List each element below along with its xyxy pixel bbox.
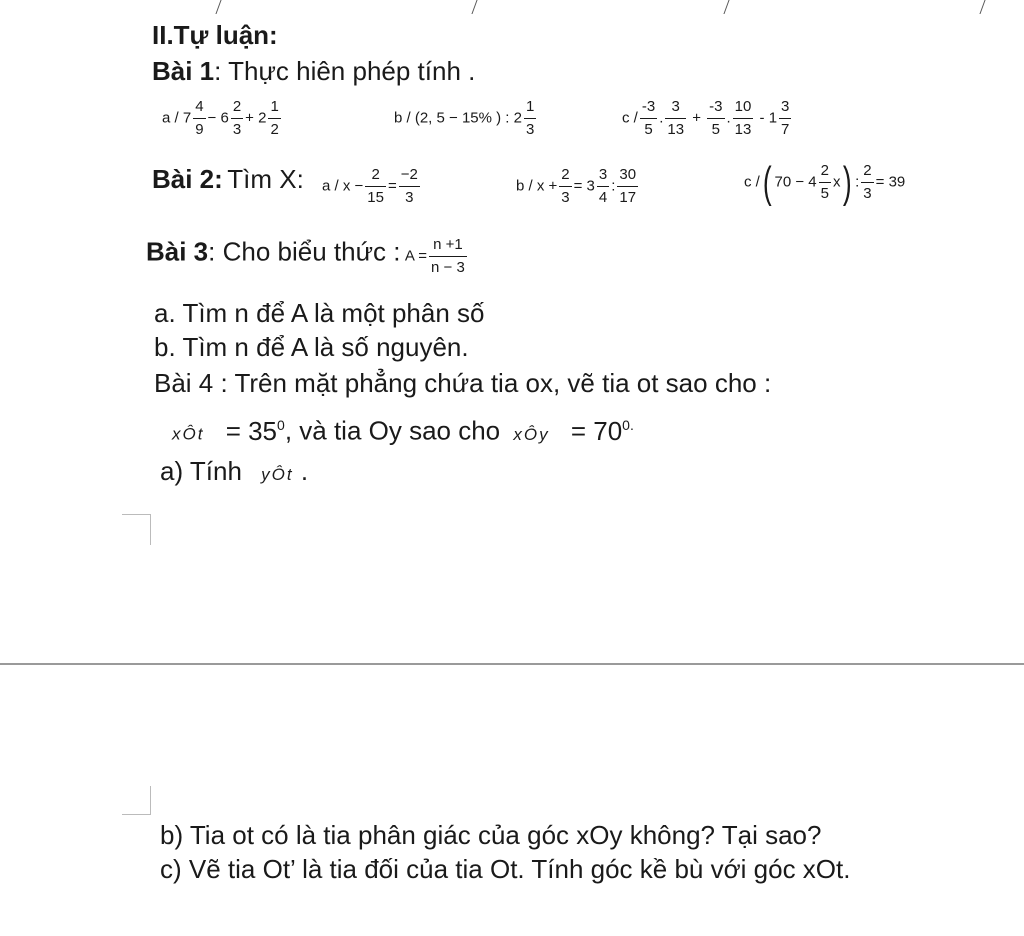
expr-text: - 1: [759, 109, 778, 127]
page-tick-mark: [215, 0, 221, 14]
denominator: 17: [617, 186, 638, 209]
numerator: 1: [525, 98, 535, 115]
exercise-2-part-a: [322, 164, 422, 209]
expr-text: A =: [404, 247, 428, 265]
numerator: n +1: [433, 236, 463, 253]
exercise-4-part-b: b) Tia ot có là tia phân giác của góc xOy không? Tại sao?: [160, 820, 822, 850]
numerator: 2: [820, 162, 829, 179]
page-tick-mark: [979, 0, 985, 14]
denominator: 3: [861, 182, 873, 205]
expr-text: +: [692, 109, 701, 127]
angle-yot: yÔt: [261, 465, 294, 484]
exercise-2-label: Bài 2:: [152, 164, 223, 194]
numerator: 2: [232, 98, 242, 115]
denominator: 4: [597, 186, 609, 209]
exercise-4-conditions: [172, 410, 634, 450]
expr-text: :: [855, 173, 860, 191]
exercise-2: [152, 164, 304, 194]
expr-text: .: [300, 456, 309, 486]
exercise-2-part-c: [744, 157, 906, 207]
numerator: -3: [641, 98, 656, 115]
numerator: 4: [195, 98, 204, 115]
numerator: 1: [270, 98, 279, 115]
expr-text: .: [659, 109, 664, 127]
denominator: 9: [193, 118, 205, 141]
expr-text: a / x −: [322, 177, 364, 195]
numerator: 3: [671, 98, 680, 115]
denominator: 15: [365, 186, 386, 209]
exercise-1-title: [152, 56, 475, 86]
expr-text: b / (2, 5 − 15% ) : 2: [394, 109, 522, 127]
numerator: −2: [400, 166, 418, 183]
exercise-1-part-b: [394, 96, 538, 141]
denominator: 13: [733, 118, 754, 141]
expr-text: 70 − 4: [774, 173, 817, 191]
corner-mark: [122, 786, 151, 815]
paren: (: [762, 157, 772, 207]
numerator: 2: [371, 166, 380, 183]
degree: 0.: [622, 417, 634, 433]
numerator: 10: [734, 98, 752, 115]
expr-text: = 39: [875, 173, 906, 191]
expr-text: = 70: [570, 415, 623, 446]
numerator: 2: [561, 166, 570, 183]
numerator: 30: [619, 166, 637, 183]
expr-text: a / 7: [162, 109, 192, 127]
numerator: 3: [781, 98, 790, 115]
denominator: n − 3: [429, 256, 467, 279]
denominator: 3: [559, 186, 571, 209]
page-break-line: [0, 663, 1024, 665]
denominator: 5: [707, 118, 724, 141]
numerator: -3: [709, 98, 723, 115]
expr-text: − 6: [207, 109, 229, 127]
denominator: 5: [640, 118, 657, 141]
expr-text: =: [387, 177, 397, 195]
page-tick-mark: [471, 0, 477, 14]
exercise-1-label: Bài 1: [152, 56, 215, 86]
exercise-3-part-a: a. Tìm n để A là một phân số: [154, 298, 485, 328]
expr-text: x: [832, 173, 841, 191]
expr-text: c /: [622, 109, 638, 127]
exercise-1-text: : Thực hiên phép tính .: [214, 56, 476, 86]
numerator: 2: [863, 162, 872, 179]
expr-text: = 35: [225, 415, 278, 446]
exercise-4-part-a: [160, 456, 308, 490]
corner-mark: [122, 514, 151, 545]
expr-text: .: [726, 109, 731, 127]
denominator: 5: [819, 182, 831, 205]
expr-text: c /: [744, 173, 760, 191]
angle-xoy: xÔy: [513, 424, 550, 444]
expr-text: = 3: [573, 177, 595, 195]
exercise-4-part-c: c) Vẽ tia Ot’ là tia đối của tia Ot. Tính góc kề bù với góc xOt.: [160, 854, 851, 884]
section-heading: II.Tự luận:: [152, 20, 278, 50]
denominator: 13: [665, 118, 686, 141]
exercise-3-part-b: b. Tìm n để A là số nguyên.: [154, 332, 469, 362]
numerator: 3: [598, 166, 608, 183]
paren: ): [843, 157, 853, 207]
denominator: 2: [268, 118, 280, 141]
expr-text: + 2: [245, 109, 267, 127]
denominator: 3: [231, 118, 243, 141]
denominator: 3: [399, 186, 420, 209]
exercise-1-part-c: [622, 96, 793, 141]
angle-xot: xÔt: [172, 424, 205, 444]
expr-text: a) Tính: [160, 456, 242, 486]
exercise-1-part-a: [162, 96, 283, 141]
degree: 0: [277, 417, 285, 433]
exercise-3-label: Bài 3: [146, 236, 209, 267]
denominator: 7: [779, 118, 791, 141]
expr-text: b / x +: [516, 177, 558, 195]
exercise-2-part-b: [516, 164, 640, 209]
exercise-3-text: : Cho biểu thức :: [208, 236, 401, 267]
expr-text: , và tia Oy sao cho: [284, 415, 501, 446]
expr-text: :: [611, 177, 616, 195]
exercise-4-title: Bài 4 : Trên mặt phẳng chứa tia ox, vẽ tia ot sao cho :: [154, 368, 772, 398]
denominator: 3: [524, 118, 536, 141]
page-tick-mark: [723, 0, 729, 14]
exercise-3: [146, 234, 469, 279]
exercise-2-text: Tìm X:: [227, 164, 304, 194]
